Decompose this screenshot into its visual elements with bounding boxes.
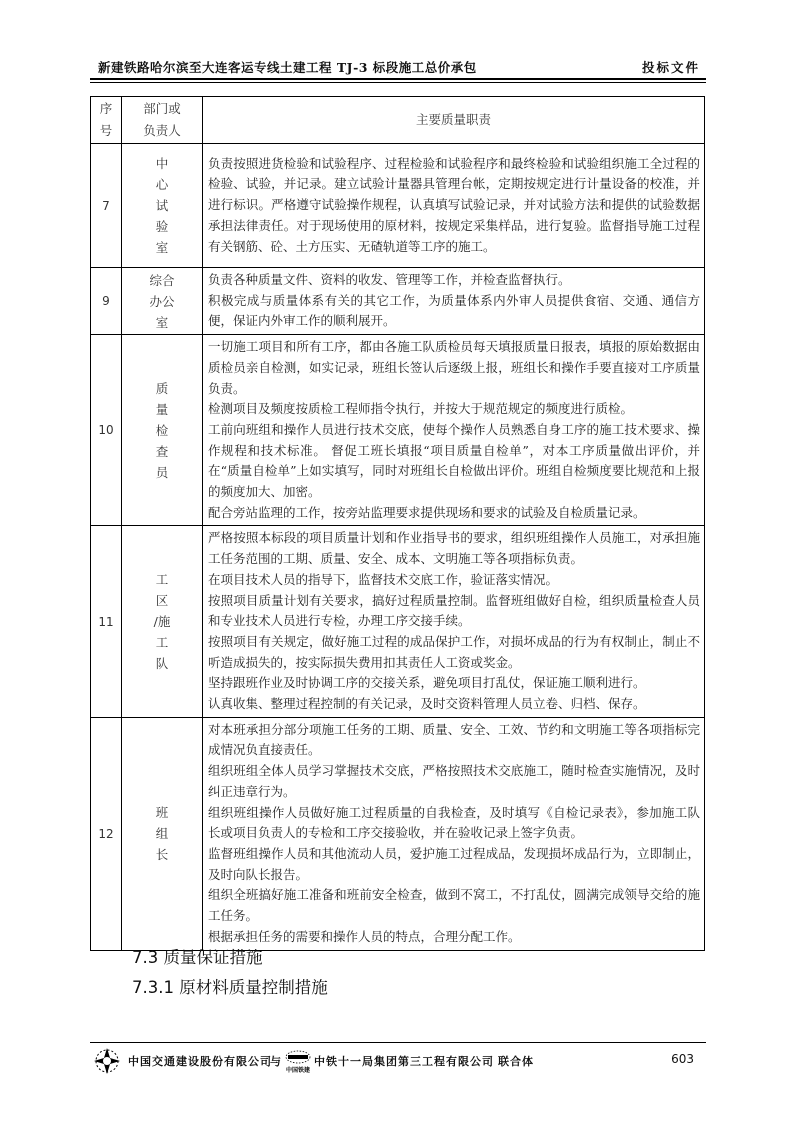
row-dept: 班 组 长 xyxy=(122,717,203,950)
quality-duties-table xyxy=(90,96,705,951)
row-duties: 严格按照本标段的项目质量计划和作业指导书的要求，组织班组操作人员施工，对承担施工任务范围的工期、质量、安全、成本、文明施工等各项指标负责。 在项目技术人员的指导下，监督技术交底工作，验证落实情况。 按照项目质量计划有关要求，搞好过程质量控制。监督班组做好自检，组织质量检查人员和专业技术人员进行专检，办理工序交接手续。 按照项目有关规定，做好施工过程的成品保护工作，对损坏成品的行为有权制止，制止不听造成损失的，按实际损失费用扣其责任人工资或奖金。 坚持跟班作业及时协调工序的交接关系，避免项目打乱仗，保证施工顺利进行。 认真收集、整理过程控制的有关记录，及时交资料管理人员立卷、归档、保存。 xyxy=(203,526,705,717)
row-seq: 9 xyxy=(91,268,122,335)
row-duties: 负责各种质量文件、资料的收发、管理等工作，并检查监督执行。 积极完成与质量体系有关的其它工作，为质量体系内外审人员提供食宿、交通、通信方便，保证内外审工作的顺利展开。 xyxy=(203,268,705,335)
column-header-seq: 序 号 xyxy=(91,97,122,144)
section-heading-7-3: 7.3 质量保证措施 xyxy=(132,948,263,967)
header-rule-thick xyxy=(90,78,706,80)
header-title: 新建铁路哈尔滨至大连客运专线土建工程 TJ-3 标段施工总价承包 xyxy=(98,60,477,75)
footer-rule xyxy=(90,1042,706,1043)
header-rule-thin xyxy=(90,82,706,83)
header-doc-type: 投标文件 xyxy=(641,60,700,75)
table-row xyxy=(91,717,705,950)
table-row xyxy=(91,144,705,268)
row-seq: 10 xyxy=(91,335,122,526)
footer-company1: 中国交通建设股份有限公司 xyxy=(128,1055,272,1068)
svg-text:中国铁建: 中国铁建 xyxy=(285,1067,311,1074)
footer-conjunction: 与 xyxy=(270,1055,282,1068)
table-row xyxy=(91,335,705,526)
row-duties: 对本班承担分部分项施工任务的工期、质量、安全、工效、节约和文明施工等各项指标完成情况负直接责任。 组织班组全体人员学习掌握技术交底，严格按照技术交底施工，随时检查实施情况，及时纠正违章行为。 组织班组操作人员做好施工过程质量的自我检查，及时填写《自检记录表》，参加施工队长或项目负责人的专检和工序交接验收，并在验收记录上签字负责。 监督班组操作人员和其他流动人员，爱护施工过程成品，发现损坏成品行为，立即制止，及时向队长报告。 组织全班搞好施工准备和班前安全检查，做到不窝工，不打乱仗，圆满完成领导交给的施工任务。 根据承担任务的需要和操作人员的特点，合理分配工作。 xyxy=(203,717,705,950)
row-dept: 综合 办公 室 xyxy=(122,268,203,335)
section-heading-7-3-1: 7.3.1 原材料质量控制措施 xyxy=(132,978,328,997)
column-header-dept: 部门或 负责人 xyxy=(122,97,203,144)
footer-company2: 中铁十一局集团第三工程有限公司 xyxy=(314,1055,494,1068)
table-header-row xyxy=(91,97,705,144)
table-row xyxy=(91,268,705,335)
column-header-duties: 主要质量职责 xyxy=(203,97,705,144)
row-dept: 质 量 检 查 员 xyxy=(122,335,203,526)
footer-suffix: 联合体 xyxy=(498,1055,534,1068)
table-row xyxy=(91,526,705,717)
row-seq: 7 xyxy=(91,144,122,268)
row-duties: 一切施工项目和所有工序，都由各施工队质检员每天填报质量日报表，填报的原始数据由质检员亲自检测，如实记录，班组长签认后逐级上报，班组长和操作手要直接对工序质量负责。 检测项目及频度按质检工程师指令执行，并按大于规范规定的频度进行质检。 工前向班组和操作人员进行技术交底，使每个操作人员熟悉自身工序的施工技术要求、操作规程和技术标准。 督促工班长填报“项目质量自检单”，对本工序质量做出评价，并在“质量自检单”上如实填写，同时对班组长自检做出评价。班组自检频度要比规范和上报的频度加大、加密。 配合旁站监理的工作，按旁站监理要求提供现场和要求的试验及自检质量记录。 xyxy=(203,335,705,526)
row-seq: 11 xyxy=(91,526,122,717)
row-dept: 中 心 试 验 室 xyxy=(122,144,203,268)
row-seq: 12 xyxy=(91,717,122,950)
page-footer xyxy=(92,1046,706,1076)
page-header xyxy=(98,58,706,78)
row-duties: 负责按照进货检验和试验程序、过程检验和试验程序和最终检验和试验组织施工全过程的检验、试验，并记录。建立试验计量器具管理台帐，定期按规定进行计量设备的校准，并进行标识。严格遵守试验操作规程，认真填写试验记录，并对试验方法和提供的试验数据承担法律责任。对于现场使用的原材料，按规定采集样品，进行复验。监督指导施工过程有关钢筋、砼、土方压实、无碴轨道等工序的施工。 xyxy=(203,144,705,268)
page-number: 603 xyxy=(671,1052,694,1066)
ccccc-logo-icon xyxy=(92,1046,122,1076)
crcc-logo-icon xyxy=(284,1048,312,1074)
row-dept: 工 区 /施 工 队 xyxy=(122,526,203,717)
